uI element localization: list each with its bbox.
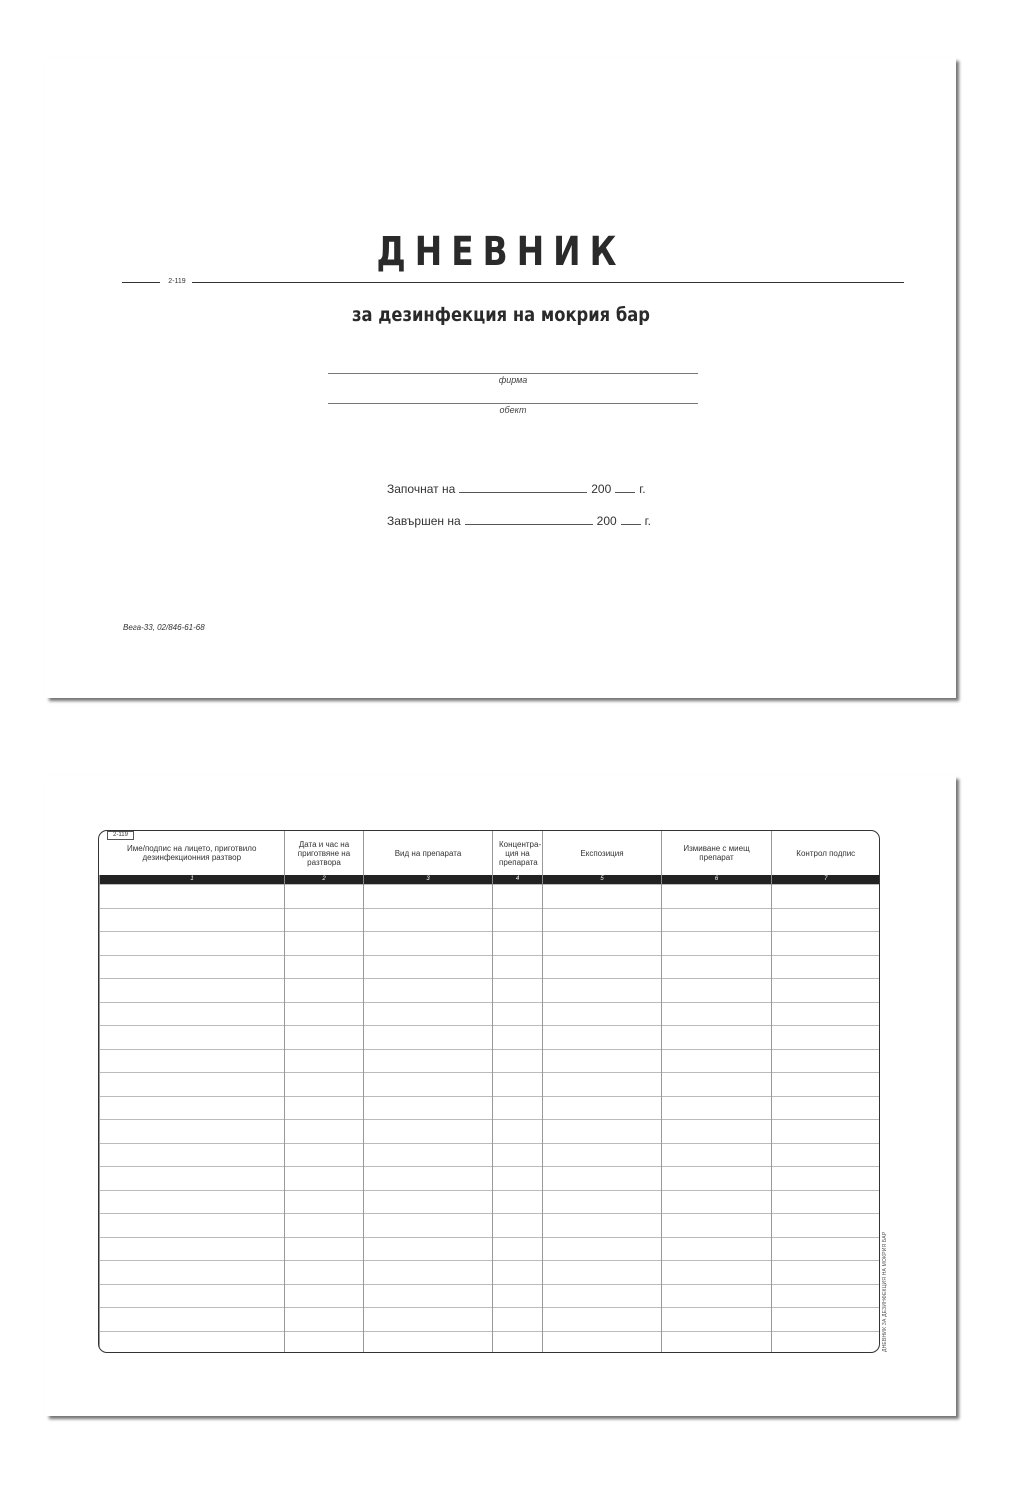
company-field-label: фирма bbox=[498, 375, 528, 385]
table-cell[interactable] bbox=[100, 1002, 285, 1026]
table-cell[interactable] bbox=[772, 979, 880, 1003]
table-cell[interactable] bbox=[493, 979, 543, 1003]
table-cell[interactable] bbox=[493, 1261, 543, 1285]
table-cell[interactable] bbox=[543, 1120, 662, 1144]
table-cell[interactable] bbox=[100, 1143, 285, 1167]
table-cell[interactable] bbox=[543, 1096, 662, 1120]
table-cell[interactable] bbox=[493, 955, 543, 979]
table-cell[interactable] bbox=[285, 908, 364, 932]
table-cell[interactable] bbox=[100, 1073, 285, 1097]
table-cell[interactable] bbox=[285, 1214, 364, 1238]
table-cell[interactable] bbox=[662, 1308, 772, 1332]
table-cell[interactable] bbox=[772, 1167, 880, 1191]
table-cell[interactable] bbox=[364, 1049, 493, 1073]
table-cell[interactable] bbox=[364, 955, 493, 979]
table-cell[interactable] bbox=[285, 1331, 364, 1353]
table-cell[interactable] bbox=[493, 1214, 543, 1238]
table-cell[interactable] bbox=[285, 1237, 364, 1261]
table-row bbox=[100, 979, 880, 1003]
table-cell[interactable] bbox=[100, 1308, 285, 1332]
table-cell[interactable] bbox=[364, 1261, 493, 1285]
table-cell[interactable] bbox=[100, 1120, 285, 1144]
publisher-info: Вега-33, 02/846-61-68 bbox=[123, 623, 205, 632]
col-header-6: Измиване с миещ препарат bbox=[662, 831, 772, 875]
table-row bbox=[100, 1073, 880, 1097]
table-cell[interactable] bbox=[772, 1073, 880, 1097]
company-field-line[interactable] bbox=[328, 373, 698, 374]
table-cell[interactable] bbox=[543, 1002, 662, 1026]
table-cell[interactable] bbox=[364, 1308, 493, 1332]
table-row bbox=[100, 1261, 880, 1285]
col-number-3: 3 bbox=[364, 875, 493, 885]
table-cell[interactable] bbox=[364, 1190, 493, 1214]
col-number-5: 5 bbox=[543, 875, 662, 885]
table-cell[interactable] bbox=[662, 1049, 772, 1073]
finished-date-blank[interactable] bbox=[465, 513, 593, 525]
col-header-7: Контрол подпис bbox=[772, 831, 880, 875]
table-form-code: 2-119 bbox=[107, 831, 134, 840]
table-cell[interactable] bbox=[493, 908, 543, 932]
finished-label: Завършен на bbox=[387, 514, 461, 528]
table-cell[interactable] bbox=[364, 908, 493, 932]
table-cell[interactable] bbox=[543, 1190, 662, 1214]
table-row bbox=[100, 1002, 880, 1026]
inner-page bbox=[46, 776, 956, 1416]
finished-year-suffix: г. bbox=[644, 514, 651, 528]
table-cell[interactable] bbox=[100, 1214, 285, 1238]
table-cell[interactable] bbox=[285, 1284, 364, 1308]
table-row bbox=[100, 1190, 880, 1214]
table-cell[interactable] bbox=[543, 1331, 662, 1353]
table-cell[interactable] bbox=[772, 1002, 880, 1026]
table-row bbox=[100, 1026, 880, 1050]
table-cell[interactable] bbox=[772, 1026, 880, 1050]
table-cell[interactable] bbox=[662, 1261, 772, 1285]
object-field-line[interactable] bbox=[328, 403, 698, 404]
cover-page bbox=[46, 58, 956, 698]
table-cell[interactable] bbox=[662, 1143, 772, 1167]
table-cell[interactable] bbox=[285, 979, 364, 1003]
table-row bbox=[100, 932, 880, 956]
table-cell[interactable] bbox=[543, 1214, 662, 1238]
table-cell[interactable] bbox=[772, 1331, 880, 1353]
col-number-7: 7 bbox=[772, 875, 880, 885]
started-date-blank[interactable] bbox=[459, 481, 587, 493]
document-subtitle: за дезинфекция на мокрия бар bbox=[352, 304, 650, 326]
table-row bbox=[100, 885, 880, 909]
object-field-label: обект bbox=[499, 405, 527, 415]
col-number-4: 4 bbox=[493, 875, 543, 885]
table-cell[interactable] bbox=[100, 979, 285, 1003]
log-table bbox=[99, 831, 880, 1353]
table-cell[interactable] bbox=[364, 1331, 493, 1353]
table-cell[interactable] bbox=[100, 1261, 285, 1285]
table-row bbox=[100, 1143, 880, 1167]
table-cell[interactable] bbox=[100, 1049, 285, 1073]
table-cell[interactable] bbox=[364, 1284, 493, 1308]
table-cell[interactable] bbox=[772, 1308, 880, 1332]
table-row bbox=[100, 1237, 880, 1261]
table-cell[interactable] bbox=[285, 1261, 364, 1285]
table-row bbox=[100, 1096, 880, 1120]
table-cell[interactable] bbox=[543, 932, 662, 956]
table-cell[interactable] bbox=[772, 1237, 880, 1261]
title-rule-right bbox=[192, 282, 904, 283]
table-cell[interactable] bbox=[364, 1026, 493, 1050]
table-row bbox=[100, 1120, 880, 1144]
table-row bbox=[100, 1284, 880, 1308]
table-cell[interactable] bbox=[364, 1002, 493, 1026]
table-cell[interactable] bbox=[285, 1096, 364, 1120]
table-cell[interactable] bbox=[285, 885, 364, 909]
table-cell[interactable] bbox=[772, 1261, 880, 1285]
table-cell[interactable] bbox=[662, 1190, 772, 1214]
table-cell[interactable] bbox=[772, 1190, 880, 1214]
col-number-6: 6 bbox=[662, 875, 772, 885]
table-cell[interactable] bbox=[662, 885, 772, 909]
table-cell[interactable] bbox=[285, 1073, 364, 1097]
table-cell[interactable] bbox=[493, 1308, 543, 1332]
table-cell[interactable] bbox=[364, 1143, 493, 1167]
table-cell[interactable] bbox=[285, 1049, 364, 1073]
table-cell[interactable] bbox=[662, 1284, 772, 1308]
col-header-3: Вид на препарата bbox=[364, 831, 493, 875]
table-cell[interactable] bbox=[662, 1026, 772, 1050]
table-cell[interactable] bbox=[100, 1284, 285, 1308]
table-cell[interactable] bbox=[772, 1143, 880, 1167]
table-cell[interactable] bbox=[285, 1143, 364, 1167]
table-cell[interactable] bbox=[772, 1120, 880, 1144]
table-cell[interactable] bbox=[364, 1096, 493, 1120]
table-row bbox=[100, 1167, 880, 1191]
table-cell[interactable] bbox=[493, 1237, 543, 1261]
col-header-1: Име/подпис на лицето, приготвило дезинфекционния разтвор bbox=[127, 844, 257, 862]
col-header-2: Дата и час на приготвяне на разтвора bbox=[285, 831, 364, 875]
table-cell[interactable] bbox=[493, 1167, 543, 1191]
table-cell[interactable] bbox=[493, 1190, 543, 1214]
table-cell[interactable] bbox=[662, 955, 772, 979]
table-cell[interactable] bbox=[100, 1096, 285, 1120]
table-cell[interactable] bbox=[543, 1167, 662, 1191]
table-row bbox=[100, 1214, 880, 1238]
table-cell[interactable] bbox=[285, 955, 364, 979]
table-row bbox=[100, 955, 880, 979]
table-cell[interactable] bbox=[285, 1190, 364, 1214]
table-cell[interactable] bbox=[662, 979, 772, 1003]
document-title: ДНЕВНИК bbox=[376, 229, 626, 275]
table-cell[interactable] bbox=[100, 1167, 285, 1191]
table-cell[interactable] bbox=[285, 1308, 364, 1332]
table-cell[interactable] bbox=[543, 1073, 662, 1097]
table-cell[interactable] bbox=[100, 908, 285, 932]
title-rule-left bbox=[122, 282, 160, 283]
col-header-5: Експозиция bbox=[543, 831, 662, 875]
spine-text: ДНЕВНИК ЗА ДЕЗИНФЕКЦИЯ НА МОКРИЯ БАР bbox=[882, 1231, 888, 1352]
table-cell[interactable] bbox=[493, 885, 543, 909]
started-year-prefix: 200 bbox=[591, 482, 612, 496]
table-cell[interactable] bbox=[772, 908, 880, 932]
table-cell[interactable] bbox=[364, 1073, 493, 1097]
col-header-4: Концентра-ция на препарата bbox=[493, 831, 543, 875]
table-cell[interactable] bbox=[364, 1214, 493, 1238]
table-cell[interactable] bbox=[772, 1214, 880, 1238]
table-cell[interactable] bbox=[364, 1237, 493, 1261]
header-row bbox=[100, 831, 880, 875]
table-cell[interactable] bbox=[662, 1331, 772, 1353]
table-cell[interactable] bbox=[493, 1049, 543, 1073]
started-date-line bbox=[387, 481, 646, 497]
table-cell[interactable] bbox=[772, 1049, 880, 1073]
table-row bbox=[100, 1049, 880, 1073]
table-cell[interactable] bbox=[364, 1167, 493, 1191]
table-cell[interactable] bbox=[493, 1026, 543, 1050]
table-cell[interactable] bbox=[364, 885, 493, 909]
table-cell[interactable] bbox=[543, 1261, 662, 1285]
table-cell[interactable] bbox=[285, 1167, 364, 1191]
column-number-row bbox=[100, 875, 880, 885]
table-cell[interactable] bbox=[772, 885, 880, 909]
table-cell[interactable] bbox=[543, 955, 662, 979]
table-cell[interactable] bbox=[662, 1073, 772, 1097]
table-cell[interactable] bbox=[662, 1214, 772, 1238]
table-cell[interactable] bbox=[100, 955, 285, 979]
log-table-frame bbox=[98, 830, 880, 1353]
table-cell[interactable] bbox=[285, 1026, 364, 1050]
finished-date-line bbox=[387, 513, 651, 529]
table-cell[interactable] bbox=[662, 1120, 772, 1144]
table-cell[interactable] bbox=[493, 1331, 543, 1353]
table-cell[interactable] bbox=[543, 1049, 662, 1073]
table-cell[interactable] bbox=[543, 1026, 662, 1050]
table-cell[interactable] bbox=[662, 908, 772, 932]
table-cell[interactable] bbox=[493, 1143, 543, 1167]
started-label: Започнат на bbox=[387, 482, 456, 496]
started-year-blank[interactable] bbox=[615, 481, 635, 493]
table-cell[interactable] bbox=[100, 1237, 285, 1261]
col-number-2: 2 bbox=[285, 875, 364, 885]
table-row bbox=[100, 1331, 880, 1353]
table-cell[interactable] bbox=[364, 1120, 493, 1144]
table-cell[interactable] bbox=[662, 1096, 772, 1120]
table-cell[interactable] bbox=[100, 1026, 285, 1050]
table-row bbox=[100, 908, 880, 932]
table-row bbox=[100, 1308, 880, 1332]
table-cell[interactable] bbox=[493, 1096, 543, 1120]
table-cell[interactable] bbox=[543, 885, 662, 909]
table-cell[interactable] bbox=[543, 979, 662, 1003]
table-cell[interactable] bbox=[285, 1120, 364, 1144]
form-code: 2-119 bbox=[168, 278, 186, 285]
table-cell[interactable] bbox=[772, 1096, 880, 1120]
table-cell[interactable] bbox=[100, 885, 285, 909]
table-cell[interactable] bbox=[772, 932, 880, 956]
table-cell[interactable] bbox=[662, 932, 772, 956]
table-cell[interactable] bbox=[543, 1308, 662, 1332]
table-cell[interactable] bbox=[285, 932, 364, 956]
table-cell[interactable] bbox=[662, 1237, 772, 1261]
table-cell[interactable] bbox=[772, 955, 880, 979]
table-cell[interactable] bbox=[364, 979, 493, 1003]
table-cell[interactable] bbox=[100, 1190, 285, 1214]
finished-year-prefix: 200 bbox=[596, 514, 617, 528]
table-cell[interactable] bbox=[493, 1073, 543, 1097]
table-cell[interactable] bbox=[543, 1237, 662, 1261]
table-cell[interactable] bbox=[662, 1002, 772, 1026]
table-cell[interactable] bbox=[364, 932, 493, 956]
finished-year-blank[interactable] bbox=[621, 513, 641, 525]
table-cell[interactable] bbox=[772, 1284, 880, 1308]
table-cell[interactable] bbox=[493, 1120, 543, 1144]
table-cell[interactable] bbox=[543, 1284, 662, 1308]
table-cell[interactable] bbox=[543, 1143, 662, 1167]
table-cell[interactable] bbox=[100, 932, 285, 956]
table-cell[interactable] bbox=[285, 1002, 364, 1026]
table-cell[interactable] bbox=[100, 1331, 285, 1353]
table-cell[interactable] bbox=[493, 932, 543, 956]
started-year-suffix: г. bbox=[639, 482, 646, 496]
table-cell[interactable] bbox=[493, 1002, 543, 1026]
table-cell[interactable] bbox=[493, 1284, 543, 1308]
table-cell[interactable] bbox=[662, 1167, 772, 1191]
col-number-1: 1 bbox=[100, 875, 285, 885]
table-cell[interactable] bbox=[543, 908, 662, 932]
